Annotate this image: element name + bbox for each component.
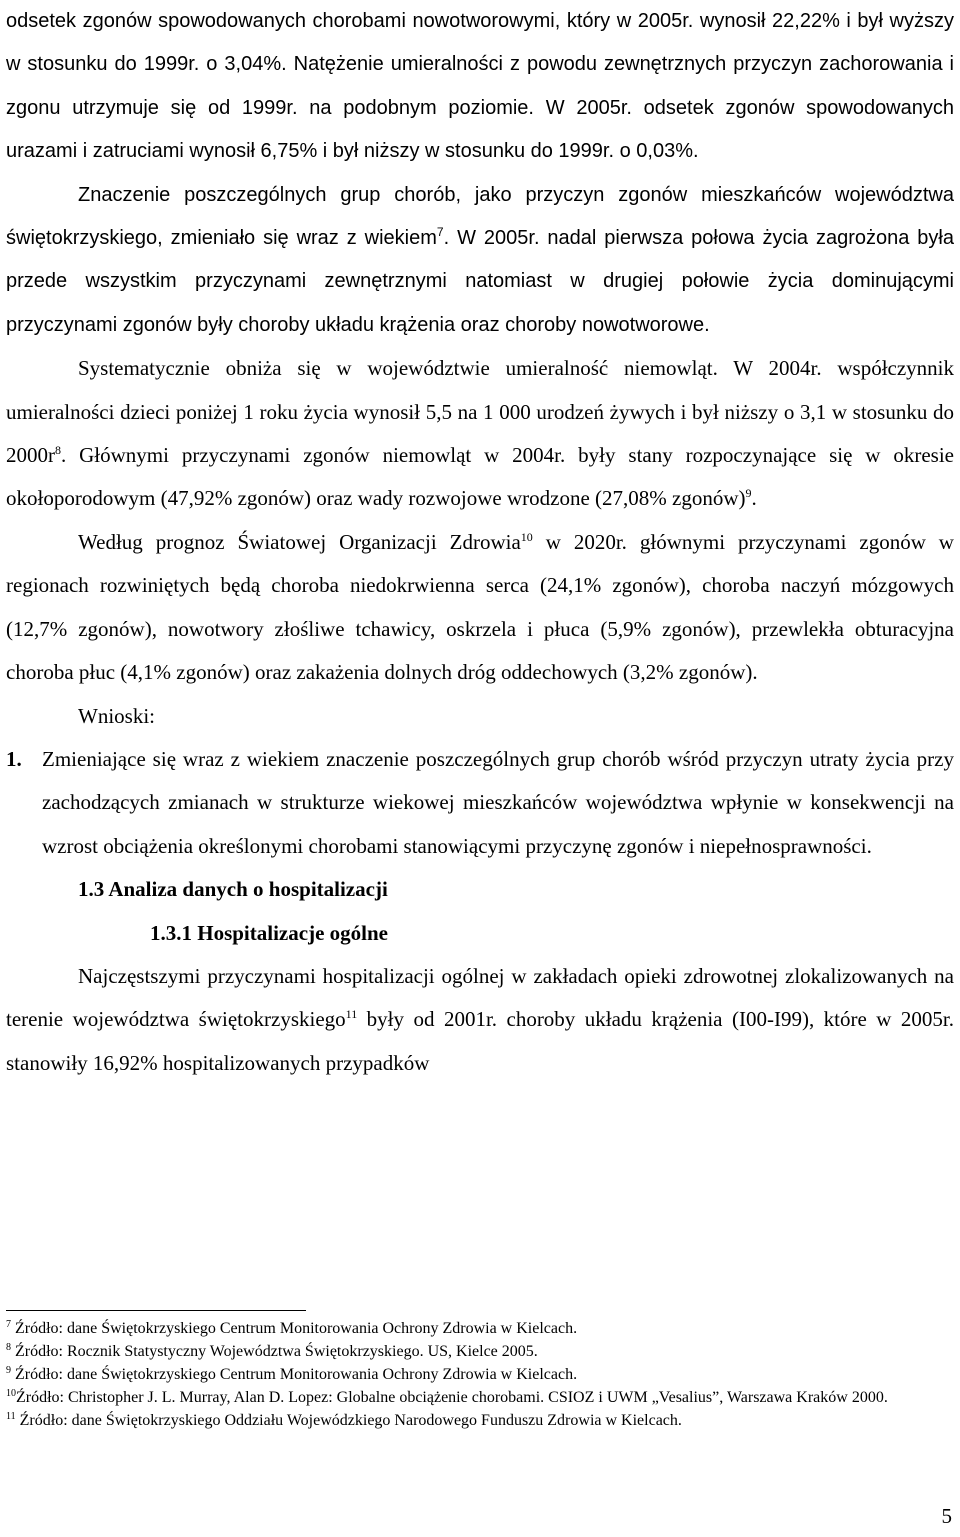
footnotes — [6, 1310, 954, 1432]
conclusion-text: Zmieniające się wraz z wiekiem znaczenie poszczególnych grup chorób wśród przyczyn utraty życia przy zachodzących zmianach w strukturze wiekowej mieszkańców województwa wpłynie w konsekwencji na wzrost obciążenia określonymi chorobami stanowiącymi przyczynę zgonów i niepełnosprawności. — [42, 746, 954, 858]
conclusion-number: 1. — [6, 746, 22, 771]
paragraph-mortality-causes: odsetek zgonów spowodowanych chorobami nowotworowymi, który w 2005r. wynosił 22,22% i był wyższy w stosunku do 1999r. o 3,04%. Natężenie umieralności z powodu zewnętrznych przyczyn zachorowania i zgonu utrzymuje się od 1999r. na podobnym poziomie. W 2005r. odsetek zgonów spowodowanych urazami i zatruciami wynosił 6,75% i był niższy w stosunku do 1999r. o 0,03%. — [6, 10, 954, 163]
footnote-10: $^{10}$Źródło: Christopher J. L. Murray, Alan D. Lopez: Globalne obciążenie chorobami. CSIOZ i UWM „Vesalius”, Warszawa Kraków 2000. — [6, 1388, 888, 1406]
conclusions-heading: Wnioski: — [78, 703, 155, 728]
footnote-7: $^7$ Źródło: dane Świętokrzyskiego Centrum Monitorowania Ochrony Zdrowia w Kielcach. — [6, 1319, 578, 1337]
body-text — [6, 0, 954, 1085]
footnote-ref-9[interactable]: 9 — [745, 486, 752, 501]
footnote-ref-8[interactable]: 8 — [55, 443, 61, 458]
footnote-8: $^8$ Źródło: Rocznik Statystyczny Województwa Świętokrzyskiego. US, Kielce 2005. — [6, 1342, 538, 1360]
paragraph-age-groups: Znaczenie poszczególnych grup chorób, jako przyczyn zgonów mieszkańców województwa świętokrzyskiego, zmieniało się wraz z wiekiem$^7$. W 2005r. nadal pierwsza połowa życia zagrożona była przede wszystkim przyczynami zewnętrznymi natomiast w drugiej połowie życia dominującymi przyczynami zgonów były choroby układu krążenia oraz choroby nowotworowe. — [6, 183, 954, 336]
paragraph-infant-mortality: Systematycznie obniża się w województwie umieralność niemowląt. W 2004r. współczynnik umieralności dzieci poniżej 1 roku życia wynosił 5,5 na 1 000 urodzeń żywych i był niższy o 3,1 w stosunku do $2000r^8$. Głównymi przyczynami zgonów niemowląt w 2004r. były stany rozpoczynające się w okresie okołoporodowym (47,92% zgonów) oraz wady rozwojowe wrodzone (27,08% zgonów)$^9$. — [6, 356, 954, 511]
paragraph-who-forecast: Według prognoz Światowej Organizacji Zdrowia$^{10}$ w 2020r. głównymi przyczynami zgonów w regionach rozwiniętych będą choroba niedokrwienna serca (24,1% zgonów), choroba naczyń mózgowych (12,7% zgonów), nowotwory złośliwe tchawicy, oskrzela i płuca (5,9% zgonów), przewlekła obturacyjna choroba płuc (4,1% zgonów) oraz zakażenia dolnych dróg oddechowych (3,2% zgonów). — [6, 529, 954, 685]
footnote-ref-11[interactable]: 11 — [345, 1007, 358, 1022]
footnote-ref-10[interactable]: 10 — [520, 529, 533, 544]
page-number: 5 — [941, 1504, 952, 1528]
conclusion-item — [6, 738, 954, 868]
section-heading-1-3: 1.3 Analiza danych o hospitalizacji — [78, 877, 388, 902]
footnote-9: $^9$ Źródło: dane Świętokrzyskiego Centrum Monitorowania Ochrony Zdrowia w Kielcach. — [6, 1365, 578, 1383]
footnote-11: $^{11}$ Źródło: dane Świętokrzyskiego Oddziału Wojewódzkiego Narodowego Funduszu Zdrowia w Kielcach. — [6, 1411, 682, 1429]
paragraph-hospitalization: Najczęstszymi przyczynami hospitalizacji ogólnej w zakładach opieki zdrowotnej zlokalizowanych na terenie województwa świętokrzyskiego$^{11}$ były od 2001r. choroby układu krążenia (I00-I99), które w 2005r. stanowiły 16,92% hospitalizowanych przypadków — [6, 963, 954, 1075]
footnote-separator — [6, 1310, 306, 1311]
footnote-ref-7[interactable]: 7 — [436, 225, 444, 240]
section-heading-1-3-1: 1.3.1 Hospitalizacje ogólne — [150, 920, 388, 945]
